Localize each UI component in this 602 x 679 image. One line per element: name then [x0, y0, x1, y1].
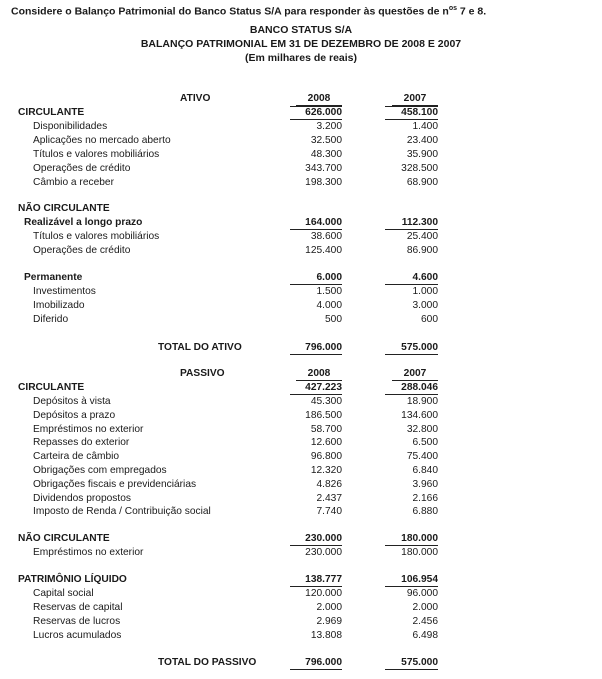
value-2008: 58.700 [310, 423, 342, 435]
table-row [0, 505, 602, 519]
total-label: TOTAL DO PASSIVO [158, 657, 257, 668]
table-row [0, 546, 602, 560]
patrimonio-liquido-row [0, 573, 602, 587]
value-2007: 75.400 [406, 451, 438, 463]
table-row [0, 120, 602, 134]
ativo-nao-circulante-row [0, 202, 602, 216]
item-label: Reservas de lucros [33, 616, 121, 627]
value-2007: 180.000 [401, 547, 438, 558]
value-2008: 2.000 [316, 602, 342, 613]
value-2008: 4.826 [316, 478, 342, 490]
table-row [0, 134, 602, 148]
item-label: Repasses do exterior [33, 437, 130, 449]
total-passivo-row [0, 656, 602, 670]
value-2007: 35.900 [406, 149, 438, 160]
value-2007: 288.046 [385, 381, 438, 395]
statement-units: (Em milhares de reais) [244, 52, 358, 64]
table-row [0, 615, 602, 629]
value-2007: 328.500 [401, 163, 438, 174]
value-2007: 68.900 [406, 177, 438, 188]
value-2008: 198.300 [305, 177, 342, 188]
intro-tail: 7 e 8. [456, 5, 487, 18]
value-2008: 796.000 [290, 656, 342, 670]
value-2007: 32.800 [406, 423, 438, 435]
value-2008: 1.500 [316, 286, 342, 297]
table-row [0, 162, 602, 176]
value-2007: 600 [421, 314, 438, 325]
value-2007: 180.000 [385, 532, 438, 546]
value-2008: 230.000 [290, 532, 342, 546]
table-row [0, 478, 602, 492]
value-2007: 18.900 [406, 396, 438, 407]
table-row [0, 285, 602, 299]
item-label: Operações de crédito [33, 163, 131, 174]
passivo-circulante-row [0, 381, 602, 395]
ativo-heading: ATIVO [180, 93, 211, 104]
item-label: Empréstimos no exterior [33, 423, 144, 435]
item-label: Depósitos a prazo [33, 409, 116, 421]
item-label: Reservas de capital [33, 602, 123, 613]
intro-superscript: os [448, 5, 457, 12]
item-label: Lucros acumulados [33, 630, 122, 641]
item-label: Obrigações fiscais e previdenciárias [33, 478, 197, 490]
ativo-circulante-row [0, 106, 602, 120]
value-2007: 134.600 [401, 409, 438, 421]
value-2008: 2.437 [316, 492, 342, 504]
item-label: Títulos e valores mobiliários [33, 149, 160, 160]
table-row [0, 176, 602, 190]
item-label: Imposto de Renda / Contribuição social [33, 506, 211, 518]
section-label: PATRIMÔNIO LÍQUIDO [18, 574, 127, 585]
value-2007: 23.400 [406, 135, 438, 146]
item-label: Aplicações no mercado aberto [33, 135, 171, 146]
item-label: Diferido [33, 314, 69, 325]
total-label: TOTAL DO ATIVO [158, 342, 242, 353]
value-2007: 2.166 [412, 492, 438, 504]
value-2007: 3.960 [412, 478, 438, 490]
item-label: Dividendos propostos [33, 492, 131, 504]
total-ativo-row [0, 341, 602, 355]
ativo-year-2008: 2008 [296, 92, 342, 106]
value-2008: 2.969 [316, 616, 342, 627]
section-label: NÃO CIRCULANTE [18, 203, 110, 214]
passivo-year-2007: 2007 [392, 367, 438, 381]
value-2007: 6.498 [412, 630, 438, 641]
ativo-rlp-row [0, 216, 602, 230]
value-2008: 38.600 [310, 231, 342, 242]
value-2007: 2.456 [412, 616, 438, 627]
table-row [0, 148, 602, 162]
value-2007: 6.840 [412, 465, 438, 476]
item-label: Títulos e valores mobiliários [33, 231, 160, 242]
table-row [0, 601, 602, 615]
value-2008: 13.808 [310, 630, 342, 641]
value-2008: 138.777 [290, 573, 342, 587]
item-label: Disponibilidades [33, 121, 108, 132]
statement-title: BALANÇO PATRIMONIAL EM 31 DE DEZEMBRO DE 2008 E 2007 [140, 38, 462, 50]
group-label: Realizável a longo prazo [24, 217, 143, 228]
value-2008: 6.000 [290, 271, 342, 285]
intro-main: Considere o Balanço Patrimonial do Banco Status S/A para responder às questões de n [11, 5, 449, 18]
table-row [0, 436, 602, 450]
value-2008: 500 [325, 314, 342, 325]
item-label: Depósitos à vista [33, 396, 111, 407]
passivo-nao-circulante-row [0, 532, 602, 546]
value-2007: 575.000 [385, 341, 438, 355]
passivo-header-row [0, 367, 602, 381]
value-2008: 12.320 [310, 465, 342, 476]
ativo-header-row [0, 92, 602, 106]
value-2007: 3.000 [412, 300, 438, 311]
value-2007: 106.954 [385, 573, 438, 587]
passivo-heading: PASSIVO [180, 368, 225, 379]
table-row [0, 395, 602, 409]
item-label: Obrigações com empregados [33, 465, 167, 476]
value-2008: 4.000 [316, 300, 342, 311]
value-2007: 112.300 [385, 216, 438, 230]
item-label: Empréstimos no exterior [33, 547, 144, 558]
section-label: CIRCULANTE [18, 107, 85, 118]
value-2008: 7.740 [316, 506, 342, 518]
company-name: BANCO STATUS S/A [249, 24, 353, 36]
table-row [0, 464, 602, 478]
table-row [0, 629, 602, 643]
value-2007: 86.900 [406, 244, 438, 256]
group-label: Permanente [24, 272, 83, 283]
ativo-year-2007: 2007 [392, 92, 438, 106]
value-2008: 96.800 [310, 451, 342, 463]
value-2008: 230.000 [305, 547, 342, 558]
section-label: CIRCULANTE [18, 382, 85, 393]
value-2008: 120.000 [305, 588, 342, 599]
value-2008: 32.500 [310, 135, 342, 146]
table-row [0, 244, 602, 258]
table-row [0, 450, 602, 464]
value-2007: 458.100 [385, 106, 438, 120]
table-row [0, 299, 602, 313]
table-row [0, 230, 602, 244]
item-label: Operações de crédito [33, 244, 131, 256]
value-2007: 2.000 [412, 602, 438, 613]
value-2007: 6.880 [412, 506, 438, 518]
passivo-year-2008: 2008 [296, 367, 342, 381]
value-2008: 626.000 [290, 106, 342, 120]
value-2007: 4.600 [385, 271, 438, 285]
value-2008: 12.600 [310, 437, 342, 449]
value-2007: 1.400 [412, 121, 438, 132]
section-label: NÃO CIRCULANTE [18, 533, 110, 544]
value-2008: 125.400 [305, 244, 342, 256]
value-2008: 48.300 [310, 149, 342, 160]
table-row [0, 492, 602, 506]
ativo-permanente-row [0, 271, 602, 285]
value-2007: 25.400 [406, 231, 438, 242]
table-row [0, 423, 602, 437]
value-2007: 1.000 [412, 286, 438, 297]
intro-text [11, 5, 486, 18]
item-label: Capital social [33, 588, 94, 599]
value-2008: 343.700 [305, 163, 342, 174]
item-label: Câmbio a receber [33, 177, 114, 188]
item-label: Carteira de câmbio [33, 451, 120, 463]
value-2008: 164.000 [290, 216, 342, 230]
value-2008: 186.500 [305, 409, 342, 421]
item-label: Investimentos [33, 286, 96, 297]
table-row [0, 409, 602, 423]
value-2008: 45.300 [310, 396, 342, 407]
value-2008: 796.000 [290, 341, 342, 355]
table-row [0, 587, 602, 601]
value-2008: 427.223 [290, 381, 342, 395]
value-2007: 6.500 [412, 437, 438, 449]
value-2007: 575.000 [385, 656, 438, 670]
item-label: Imobilizado [33, 300, 85, 311]
table-row [0, 313, 602, 327]
value-2007: 96.000 [406, 588, 438, 599]
value-2008: 3.200 [316, 121, 342, 132]
